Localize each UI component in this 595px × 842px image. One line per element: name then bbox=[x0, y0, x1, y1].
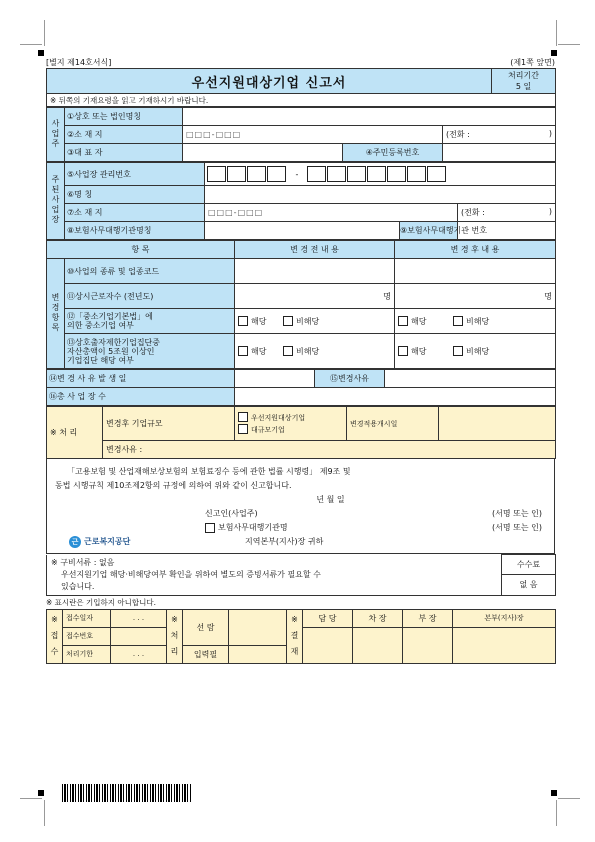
registration-mark bbox=[551, 790, 557, 796]
agency-name: 근로복지공단 bbox=[84, 537, 131, 546]
group-before-options bbox=[235, 334, 395, 369]
agency-name-field[interactable] bbox=[205, 222, 400, 240]
unit-label: 명 bbox=[383, 291, 391, 301]
priority-support-checkbox[interactable] bbox=[238, 412, 248, 422]
form-number: [별지 제14호서식] bbox=[46, 58, 112, 67]
group-label: ⑬상호출자제한기업집단중 자산총액이 5조원 이상인 기업집단 해당 여부 bbox=[65, 334, 235, 369]
approval-staff-sign[interactable] bbox=[303, 627, 353, 663]
representative-field[interactable] bbox=[183, 144, 343, 162]
workers-label: ⑪상시근로자수 (전년도) bbox=[65, 284, 235, 309]
agent-checkbox[interactable] bbox=[205, 523, 215, 533]
large-company-label: 대규모기업 bbox=[251, 425, 285, 434]
processing-reason-label: 변경사유 : bbox=[106, 445, 143, 454]
title-table bbox=[46, 68, 556, 107]
fee-label: 수수료 bbox=[502, 555, 556, 575]
crop-mark bbox=[44, 20, 45, 46]
declaration-block bbox=[46, 459, 555, 554]
workplace-name-field[interactable] bbox=[205, 186, 556, 204]
crop-mark bbox=[20, 798, 42, 799]
due-date-field[interactable]: . . . bbox=[111, 645, 167, 663]
owner-group-label: 사업주 bbox=[51, 118, 60, 149]
sme-before-no-checkbox[interactable] bbox=[283, 316, 293, 326]
process-label: ※ 처 리 bbox=[167, 609, 183, 663]
workers-before-field[interactable] bbox=[235, 284, 395, 309]
processing-label: ※ 처 리 bbox=[47, 407, 103, 459]
group-after-no-checkbox[interactable] bbox=[453, 346, 463, 356]
declaration-text-1: 「고용보험 및 산업재해보상보험의 보험료징수 등에 관한 법률 시행령」 제9조 및 bbox=[67, 467, 351, 476]
receipt-date-field[interactable]: . . . bbox=[111, 609, 167, 627]
phone-label: (전화 : bbox=[446, 130, 470, 139]
approval-deputy-label: 차 장 bbox=[353, 609, 403, 627]
crop-mark bbox=[556, 20, 557, 46]
registration-mark bbox=[38, 50, 44, 56]
agency-number-label: ⑨보험사무대행기관 번호 bbox=[400, 222, 458, 240]
owner-address-label: ②소 재 지 bbox=[65, 126, 183, 144]
item-column-header: 항 목 bbox=[47, 241, 235, 259]
yes-label: 해당 bbox=[251, 316, 267, 326]
form-title: 우선지원대상기업 신고서 bbox=[47, 69, 492, 94]
agent-label: 보험사무대행기관명 bbox=[218, 523, 288, 532]
branch-addressee: 지역본부(지사)장 귀하 bbox=[245, 537, 324, 546]
change-reason-label: ⑮변경사유 bbox=[315, 370, 385, 388]
resident-number-label: ④주민등록번호 bbox=[343, 144, 443, 162]
approval-head-sign[interactable] bbox=[453, 627, 556, 663]
main-workplace-table bbox=[46, 162, 556, 240]
group-before-yes-checkbox[interactable] bbox=[238, 346, 248, 356]
reporter-label: 신고인(사업주) bbox=[205, 509, 258, 518]
sme-after-yes-checkbox[interactable] bbox=[398, 316, 408, 326]
mgmt-dash: - bbox=[295, 169, 299, 179]
agency-logo-icon: 근 bbox=[69, 536, 81, 548]
group-after-options bbox=[395, 334, 556, 369]
attachments-line-1: ※ 구비서류 : 없음 bbox=[51, 557, 115, 567]
workplace-mgmt-number[interactable] bbox=[205, 163, 556, 186]
workplace-address-label: ⑦소 재 지 bbox=[65, 204, 205, 222]
barcode bbox=[62, 784, 192, 802]
approval-manager-label: 부 장 bbox=[403, 609, 453, 627]
scale-options bbox=[235, 407, 347, 441]
processing-reason-field[interactable] bbox=[103, 441, 556, 459]
crop-mark bbox=[44, 800, 45, 826]
agency-name-label: ⑧보험사무대행기관명칭 bbox=[65, 222, 205, 240]
review-field[interactable] bbox=[229, 609, 287, 645]
due-date-label: 처리기한 bbox=[63, 645, 111, 663]
input-field[interactable] bbox=[229, 645, 287, 663]
attachments-table bbox=[46, 554, 556, 596]
sme-after-options bbox=[395, 309, 556, 334]
total-workplaces-label: ⑯총 사 업 장 수 bbox=[47, 388, 235, 406]
fill-notice: ※ 뒤쪽의 기재요령을 읽고 기재하시기 바랍니다. bbox=[47, 94, 556, 107]
change-date-label: ⑭변 경 사 유 발 생 일 bbox=[47, 370, 235, 388]
workers-after-field[interactable] bbox=[395, 284, 556, 309]
report-form bbox=[46, 58, 555, 664]
total-workplaces-field[interactable] bbox=[235, 388, 556, 406]
priority-support-label: 우선지원대상기업 bbox=[251, 413, 306, 422]
yes-label: 해당 bbox=[411, 346, 427, 356]
receipt-label: ※ 접 수 bbox=[47, 609, 63, 663]
workplace-group-label: 주된사업장 bbox=[51, 175, 60, 225]
owner-phone-field[interactable] bbox=[443, 126, 556, 144]
industry-label: ⑩사업의 종류 및 업종코드 bbox=[65, 259, 235, 284]
crop-mark bbox=[558, 798, 580, 799]
business-owner-table bbox=[46, 107, 556, 162]
sme-before-yes-checkbox[interactable] bbox=[238, 316, 248, 326]
no-label: 비해당 bbox=[296, 346, 320, 356]
large-company-checkbox[interactable] bbox=[238, 424, 248, 434]
owner-address-field[interactable] bbox=[183, 126, 443, 144]
apply-date-label: 변경적용개시일 bbox=[347, 407, 439, 441]
phone-label: (전화 : bbox=[461, 208, 485, 217]
workplace-mgmt-label: ⑤사업장 관리번호 bbox=[65, 163, 205, 186]
attachments-line-2: 우선지원기업 해당·비해당여부 확인을 위하여 별도의 증빙서류가 필요할 수 bbox=[61, 569, 321, 579]
approval-deputy-sign[interactable] bbox=[353, 627, 403, 663]
receipt-number-field[interactable] bbox=[111, 627, 167, 645]
receipt-number-label: 접수번호 bbox=[63, 627, 111, 645]
industry-before-field[interactable] bbox=[235, 259, 395, 284]
sme-label: ⑫「중소기업기본법」에 의한 중소기업 여부 bbox=[65, 309, 235, 334]
workplace-phone-field[interactable] bbox=[458, 204, 556, 222]
approval-head-label: 본부(지사)장 bbox=[453, 609, 556, 627]
workplace-name-label: ⑥명 칭 bbox=[65, 186, 205, 204]
receipt-date-label: 접수일자 bbox=[63, 609, 111, 627]
no-label: 비해당 bbox=[466, 316, 490, 326]
before-column-header: 변 경 전 내 용 bbox=[235, 241, 395, 259]
approval-staff-label: 담 당 bbox=[303, 609, 353, 627]
apply-date-field[interactable] bbox=[439, 407, 556, 441]
phone-close: ) bbox=[548, 129, 552, 138]
attachments-note bbox=[47, 555, 502, 596]
reporter-sign: (서명 또는 인) bbox=[492, 509, 542, 518]
representative-label: ③대 표 자 bbox=[65, 144, 183, 162]
company-name-label: ①상호 또는 법인명칭 bbox=[65, 108, 183, 126]
phone-close: ) bbox=[548, 207, 553, 216]
industry-after-field[interactable] bbox=[395, 259, 556, 284]
processing-period bbox=[492, 69, 556, 94]
change-reason-field[interactable] bbox=[385, 370, 556, 388]
no-label: 비해당 bbox=[466, 346, 490, 356]
form-header bbox=[46, 58, 555, 68]
postal-code-boxes: □□□-□□□ bbox=[186, 130, 242, 139]
processing-period-days: 5 일 bbox=[515, 82, 532, 91]
unit-label: 명 bbox=[544, 291, 552, 301]
company-name-field[interactable] bbox=[183, 108, 556, 126]
office-use-table bbox=[46, 609, 556, 664]
processing-table bbox=[46, 406, 556, 459]
change-date-field[interactable] bbox=[235, 370, 315, 388]
registration-mark bbox=[38, 790, 44, 796]
processing-period-label: 처리기간 bbox=[508, 71, 539, 80]
sme-after-no-checkbox[interactable] bbox=[453, 316, 463, 326]
change-group-label: 변경항목 bbox=[51, 292, 60, 333]
no-label: 비해당 bbox=[296, 316, 320, 326]
crop-mark bbox=[558, 44, 580, 45]
postal-code-boxes: □□□-□□□ bbox=[208, 208, 264, 217]
approval-label: ※ 결 재 bbox=[287, 609, 303, 663]
review-label: 선 람 bbox=[183, 609, 229, 645]
sme-before-options bbox=[235, 309, 395, 334]
approval-manager-sign[interactable] bbox=[403, 627, 453, 663]
input-label: 입력필 bbox=[183, 645, 229, 663]
after-column-header: 변 경 후 내 용 bbox=[395, 241, 556, 259]
agent-sign: (서명 또는 인) bbox=[492, 523, 542, 532]
scale-after-label: 변경후 기업규모 bbox=[103, 407, 235, 441]
registration-mark bbox=[551, 50, 557, 56]
yes-label: 해당 bbox=[411, 316, 427, 326]
page-indicator: (제1쪽 앞면) bbox=[510, 58, 555, 67]
attachments-line-3: 있습니다. bbox=[61, 581, 95, 591]
yes-label: 해당 bbox=[251, 346, 267, 356]
crop-mark bbox=[20, 44, 42, 45]
declaration-text-2: 동법 시행규칙 제10조제2항의 규정에 의하여 위와 같이 신고합니다. bbox=[55, 481, 292, 490]
change-date-table bbox=[46, 369, 556, 406]
crop-mark bbox=[556, 800, 557, 826]
workplace-address-field[interactable] bbox=[205, 204, 458, 222]
change-items-table bbox=[46, 240, 556, 369]
office-use-note: ※ 표시란은 기입하지 아니합니다. bbox=[46, 597, 157, 607]
group-after-yes-checkbox[interactable] bbox=[398, 346, 408, 356]
resident-number-field[interactable] bbox=[443, 144, 556, 162]
fee-value: 없 음 bbox=[502, 575, 556, 595]
group-before-no-checkbox[interactable] bbox=[283, 346, 293, 356]
declaration-date: 년 월 일 bbox=[316, 495, 345, 504]
